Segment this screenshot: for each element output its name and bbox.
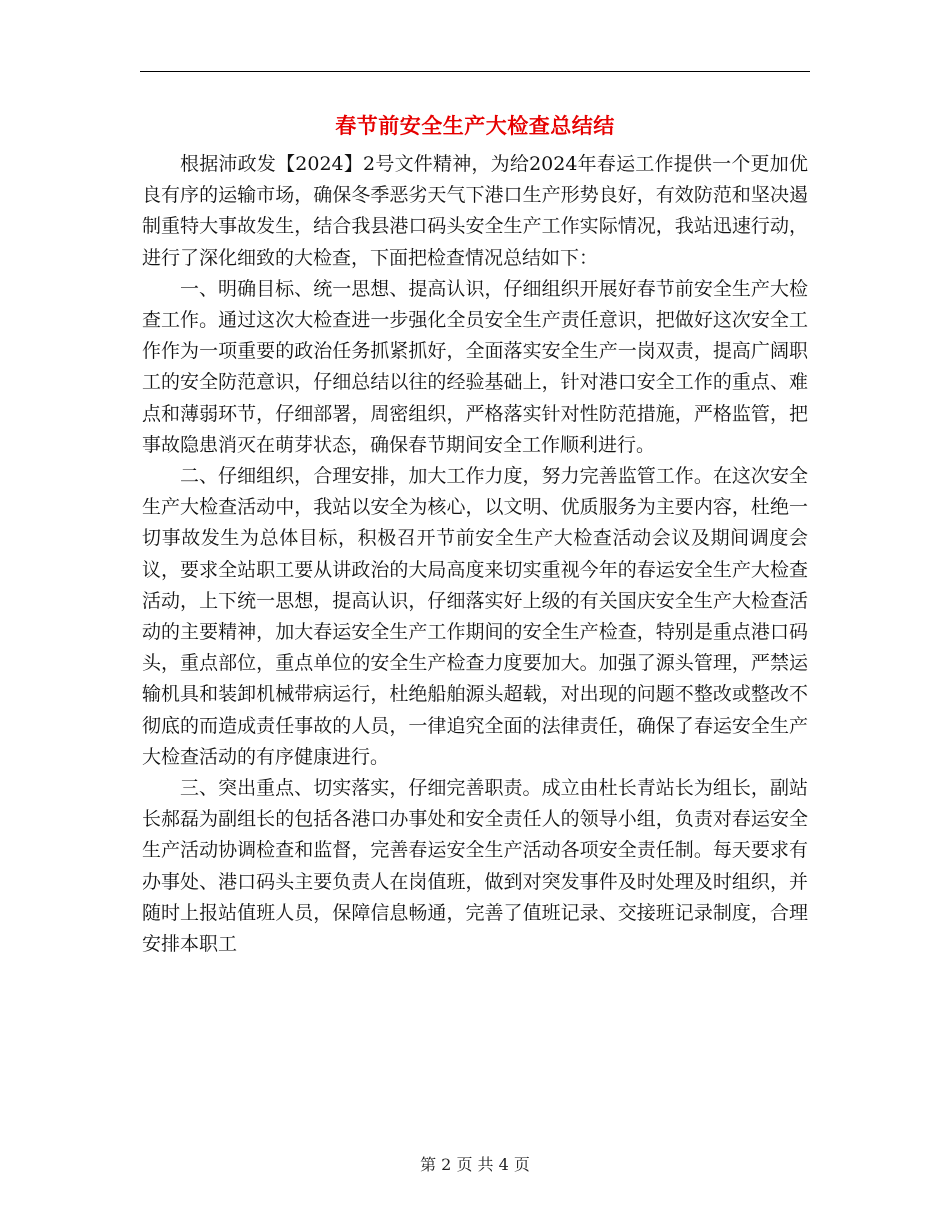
header-rule xyxy=(140,71,810,72)
document-title: 春节前安全生产大检查总结结 xyxy=(335,113,615,138)
body-paragraph: 一、明确目标、统一思想、提高认识，仔细组织开展好春节前安全生产大检查工作。通过这次大检查进一步强化全员安全生产责任意识，把做好这次安全工作作为一项重要的政治任务抓紧抓好，全面落实安全生产一岗双责，提高广阔职工的安全防范意识，仔细总结以往的经验基础上，针对港口安全工作的重点、难点和薄弱环节，仔细部署，周密组织，严格落实针对性防范措施，严格监管，把事故隐患消灭在萌芽状态，确保春节期间安全工作顺利进行。 xyxy=(142,277,808,456)
document-body xyxy=(142,149,808,960)
page-number: 第 2 页 共 4 页 xyxy=(420,1155,530,1174)
body-paragraph: 根据沛政发【2024】2号文件精神，为给2024年春运工作提供一个更加优良有序的运输市场，确保冬季恶劣天气下港口生产形势良好，有效防范和坚决遏制重特大事故发生，结合我县港口码头安全生产工作实际情况，我站迅速行动，进行了深化细致的大检查，下面把检查情况总结如下： xyxy=(142,153,808,269)
body-paragraph: 三、突出重点、切实落实，仔细完善职责。成立由杜长青站长为组长，副站长郝磊为副组长的包括各港口办事处和安全责任人的领导小组，负责对春运安全生产活动协调检查和监督，完善春运安全生产活动各项安全责任制。每天要求有办事处、港口码头主要负责人在岗值班，做到对突发事件及时处理及时组织，并随时上报站值班人员，保障信息畅通，完善了值班记录、交接班记录制度，合理安排本职工 xyxy=(142,777,808,956)
body-paragraph: 二、仔细组织，合理安排，加大工作力度，努力完善监管工作。在这次安全生产大检查活动中，我站以安全为核心，以文明、优质服务为主要内容，杜绝一切事故发生为总体目标，积极召开节前安全生产大检查活动会议及期间调度会议，要求全站职工要从讲政治的大局高度来切实重视今年的春运安全生产大检查活动，上下统一思想，提高认识，仔细落实好上级的有关国庆安全生产大检查活动的主要精神，加大春运安全生产工作期间的安全生产检查，特别是重点港口码头，重点部位，重点单位的安全生产检查力度要加大。加强了源头管理，严禁运输机具和装卸机械带病运行，杜绝船舶源头超载，对出现的问题不整改或整改不彻底的而造成责任事故的人员，一律追究全面的法律责任，确保了春运安全生产大检查活动的有序健康进行。 xyxy=(142,465,808,768)
